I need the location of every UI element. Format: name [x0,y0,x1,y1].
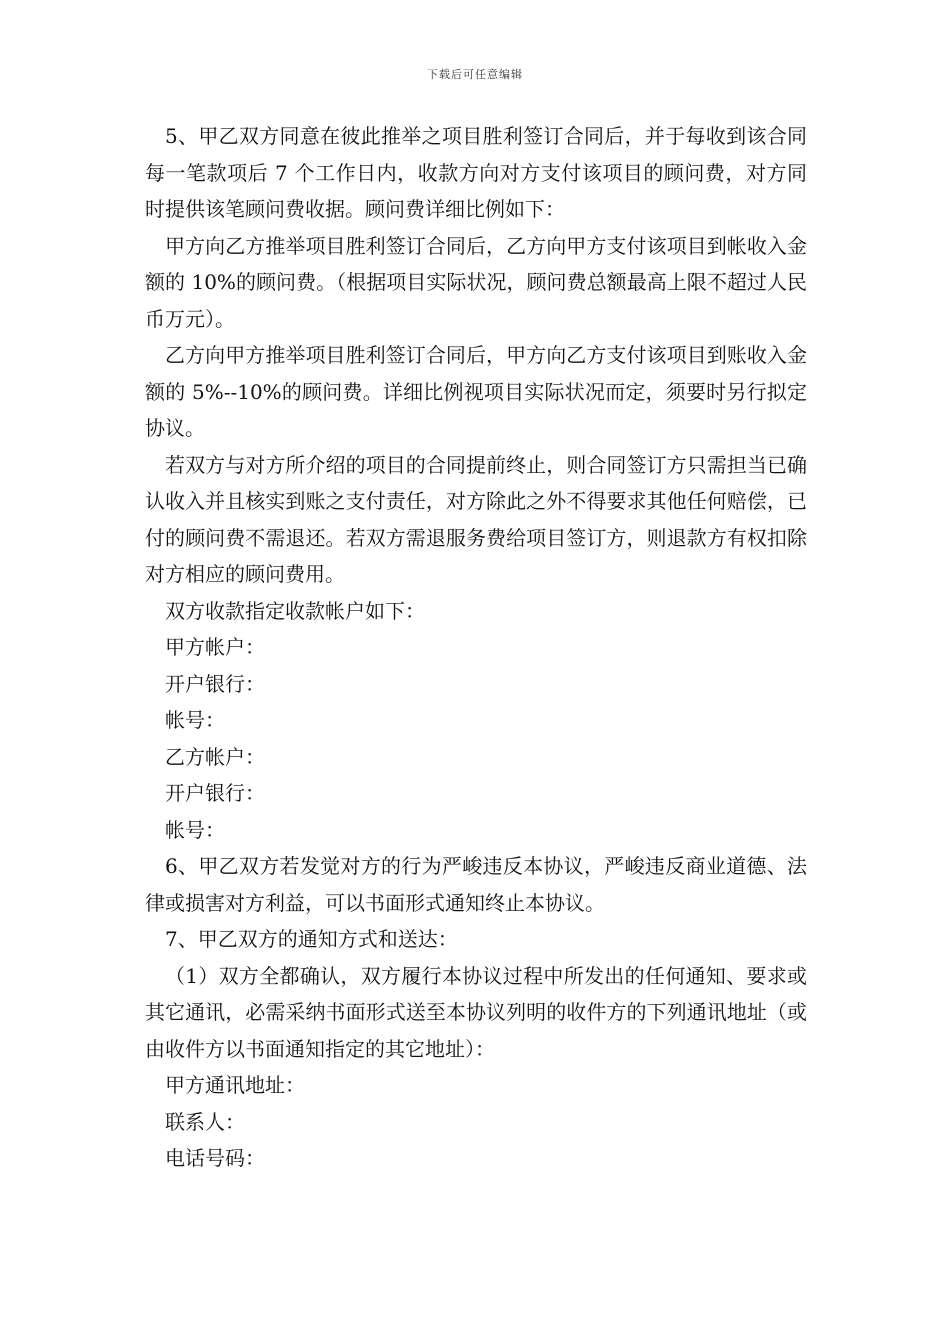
party-a-address-label: 甲方通讯地址： [165,1073,305,1097]
party-a-bank-label: 开户银行： [165,671,265,696]
clause-6-paragraph: 6、甲乙双方若发觉对方的行为严峻违反本协议，严峻违反商业道德、法律或损害对方利益，可以书面形式通知终止本协议。 [145,854,807,915]
party-a-referral-paragraph: 甲方向乙方推举项目胜利签订合同后，乙方向甲方支付该项目到帐收入金额的 10%的顾问费。（根据项目实际状况，顾问费总额最高上限不超过人民币万元）。 [145,233,807,331]
party-a-number-label: 帐号： [165,708,225,732]
party-b-referral-paragraph: 乙方向甲方推举项目胜利签订合同后，甲方向乙方支付该项目到账收入金额的 5%--10%的顾问费。详细比例视项目实际状况而定，须要时另行拟定协议。 [145,343,807,440]
party-a-account-label: 甲方帐户： [165,635,265,659]
document-body [145,118,807,1177]
party-b-bank-label: 开户银行： [165,781,265,805]
phone-number-label: 电话号码： [165,1146,265,1170]
party-b-account-label: 乙方帐户： [165,744,265,769]
page-header: 下载后可任意编辑 [427,68,523,81]
clause-7-item-1: （1）双方全都确认，双方履行本协议过程中所发出的任何通知、要求或其它通讯，必需采纳书面形式送至本协议列明的收件方的下列通讯地址（或由收件方以书面通知指定的其它地址）： [145,963,807,1061]
party-b-number-label: 帐号： [165,817,225,842]
clause-5-paragraph: 5、甲乙双方同意在彼此推举之项目胜利签订合同后，并于每收到该合同每一笔款项后 7 个工作日内，收款方向对方支付该项目的顾问费，对方同时提供该笔顾问费收据。顾问费详细比例如下： [145,124,807,221]
clause-7-title: 7、甲乙双方的通知方式和送达： [165,927,458,951]
contact-person-label: 联系人： [165,1109,245,1134]
termination-paragraph: 若双方与对方所介绍的项目的合同提前终止，则合同签订方只需担当已确认收入并且核实到账之支付责任，对方除此之外不得要求其他任何赔偿，已付的顾问费不需退还。若双方需退服务费给项目签订方，则退款方有权扣除对方相应的顾问费用。 [145,452,807,586]
accounts-intro: 双方收款指定收款帐户如下： [165,598,425,623]
